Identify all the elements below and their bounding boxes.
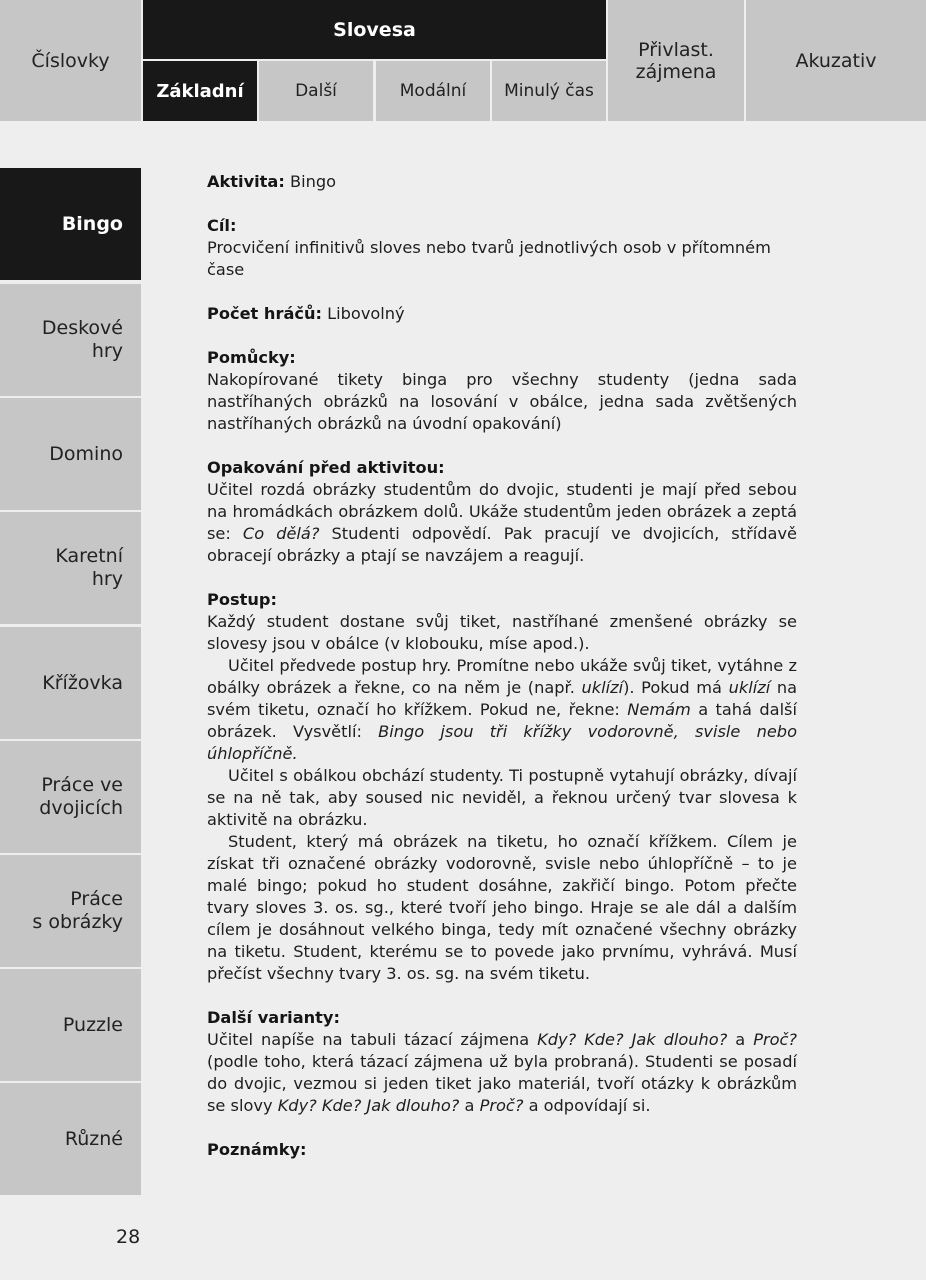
pocet-hracu-label: Počet hráčů: — [207, 304, 322, 323]
varianty-e: (podle toho, která tázací zájmena už byla probraná). Studenti se posadí do dvojic, vezmou si jeden tiket jako materiál, tvoří otázky k obrázkům se slovy — [207, 1052, 797, 1115]
postup-p2-h: Bingo jsou tři křížky vodorovně, svisle nebo úhlopříčně. — [207, 722, 797, 763]
sidebar-obrazky-line2: s obrázky — [32, 911, 123, 933]
varianty-b: Kdy? Kde? Jak dlouho? — [537, 1030, 728, 1049]
postup-paragraph-1: Každý student dostane svůj tiket, nastříhané zmenšené obrázky se slovesy jsou v obálce (v klobouku, míse apod.). — [207, 612, 797, 653]
sidebar-item-prace-s-obrazky-label — [32, 888, 123, 934]
sidebar-item-karetni-hry-label — [55, 545, 123, 591]
sidebar-item-prace-ve-dvojicich-label — [39, 774, 123, 820]
postup-p2-f: Nemám — [627, 700, 691, 719]
sidebar-item-krizovka-label: Křížovka — [42, 671, 123, 694]
aktivita-value: Bingo — [289, 172, 337, 191]
varianty-g: a — [459, 1096, 480, 1115]
cil-text: Procvičení infinitivů sloves nebo tvarů jednotlivých osob v přítomném čase — [207, 238, 771, 279]
postup-p2-a: Učitel předvede postup hry. Promítne nebo ukáže svůj tiket, vytáhne z obálky obrázek a řekne, co na něm je (např. — [207, 656, 797, 697]
postup-paragraph-2 — [207, 655, 797, 765]
dalsi-varianty-label: Další varianty: — [207, 1008, 340, 1027]
subtab-dalsi-label: Další — [295, 81, 337, 101]
subtab-zakladni-label: Základní — [156, 80, 244, 102]
varianty-i: a odpovídají si. — [523, 1096, 651, 1115]
sidebar-item-deskove-hry-label — [42, 317, 123, 363]
section-pomucky — [207, 347, 797, 435]
sidebar-item-deskove-hry[interactable] — [0, 284, 141, 396]
tab-group-slovesa — [143, 0, 606, 59]
cil-label: Cíl: — [207, 216, 237, 235]
activity-description — [207, 171, 797, 1161]
subtab-dalsi[interactable] — [259, 61, 373, 121]
sidebar-item-puzzle[interactable] — [0, 969, 141, 1081]
opakovani-text-question: Co dělá? — [242, 524, 320, 543]
tab-privlast-line1: Přivlast. — [638, 38, 714, 61]
sidebar-deskove-line1: Deskové — [41, 317, 123, 339]
sidebar-item-ruzne[interactable] — [0, 1083, 141, 1195]
sidebar-item-domino[interactable] — [0, 398, 141, 510]
aktivita-label: Aktivita: — [207, 172, 285, 191]
postup-paragraph-4: Student, který má obrázek na tiketu, ho označí křížkem. Cílem je získat tři označené obrázky vodorovně, svisle nebo úhlopříčně – to je malé bingo; pokud ho student dosáhne, zakřičí bingo. Potom přečte tvary sloves 3. os. sg., které tvoří jeho bingo. Hraje se ale dál a dalším cílem je dosáhnout velkého binga, tedy mít označené všechny obrázky na tiketu. Student, kterému se to povede jako prvnímu, vyhrává. Musí přečíst všechny tvary 3. os. sg. na svém tiketu. — [207, 832, 797, 983]
sidebar-item-puzzle-label: Puzzle — [62, 1013, 123, 1036]
sidebar-item-prace-s-obrazky[interactable] — [0, 855, 141, 967]
sidebar-karetni-line1: Karetní — [55, 545, 123, 567]
opakovani-text-c: Studenti odpovědí. Pak pracují ve dvojicích, střídavě obracejí obrázky a ptají se navzájem a reagují. — [207, 524, 797, 565]
tab-privlast-zajmena[interactable] — [608, 0, 744, 121]
sidebar-dvojice-line1: Práce ve — [41, 774, 123, 796]
sidebar-karetni-line2: hry — [91, 568, 123, 590]
subtab-modalni-label: Modální — [399, 81, 467, 101]
sidebar-obrazky-line1: Práce — [70, 888, 123, 910]
postup-p2-g: a tahá další obrázek. Vysvětlí: — [207, 700, 797, 741]
tab-slovesa-label: Slovesa — [333, 18, 416, 41]
sidebar-item-prace-ve-dvojicich[interactable] — [0, 741, 141, 853]
section-pocet-hracu — [207, 303, 797, 325]
section-dalsi-varianty — [207, 1007, 797, 1117]
tab-cislovky-label: Číslovky — [31, 49, 110, 72]
section-cil — [207, 215, 797, 281]
page-number: 28 — [116, 1226, 141, 1248]
postup-p2-e: na svém tiketu, označí ho křížkem. Pokud ne, řekne: — [207, 678, 797, 719]
postup-p2-b: uklízí — [581, 678, 624, 697]
dalsi-varianty-text — [207, 1029, 797, 1117]
tab-akuzativ-label: Akuzativ — [795, 49, 877, 72]
postup-label: Postup: — [207, 590, 277, 609]
sidebar-item-domino-label: Domino — [49, 442, 123, 465]
section-opakovani — [207, 457, 797, 567]
sidebar-deskove-line2: hry — [91, 340, 123, 362]
pocet-hracu-value: Libovolný — [327, 304, 405, 323]
opakovani-text — [207, 479, 797, 567]
sidebar-item-krizovka[interactable] — [0, 627, 141, 739]
sidebar-dvojice-line2: dvojicích — [39, 797, 123, 819]
pomucky-text: Nakopírované tikety binga pro všechny studenty (jedna sada nastříhaných obrázků na losování v obálce, jedna sada zvětšených nastříhaných obrázků na úvodní opakování) — [207, 370, 797, 433]
opakovani-text-a: Učitel rozdá obrázky studentům do dvojic, studenti je mají před sebou na hromádkách obrázkem dolů. Ukáže studentům jeden obrázek a zeptá se: — [207, 480, 797, 543]
subtab-modalni[interactable] — [376, 61, 490, 121]
sidebar-item-ruzne-label: Různé — [64, 1127, 123, 1150]
opakovani-label: Opakování před aktivitou: — [207, 458, 445, 477]
varianty-c: a — [727, 1030, 754, 1049]
varianty-f: Kdy? Kde? Jak dlouho? — [277, 1096, 460, 1115]
tab-cislovky[interactable] — [0, 0, 141, 121]
section-aktivita — [207, 171, 797, 193]
tab-privlast-zajmena-label — [636, 39, 717, 83]
section-poznamky — [207, 1139, 797, 1161]
sidebar-item-bingo[interactable] — [0, 168, 141, 280]
subtab-minuly-cas-label: Minulý čas — [504, 81, 594, 101]
subtab-minuly-cas[interactable] — [492, 61, 606, 121]
varianty-d: Proč? — [753, 1030, 797, 1049]
poznamky-label: Poznámky: — [207, 1140, 307, 1159]
varianty-h: Proč? — [479, 1096, 524, 1115]
tab-privlast-line2: zájmena — [635, 60, 717, 83]
postup-p2-d: uklízí — [728, 678, 771, 697]
pomucky-label: Pomůcky: — [207, 348, 296, 367]
section-postup — [207, 589, 797, 985]
postup-paragraph-3: Učitel s obálkou obchází studenty. Ti postupně vytahují obrázky, dívají se na ně tak, aby soused nic neviděl, a řeknou určený tvar slovesa k aktivitě na obrázku. — [207, 766, 797, 829]
varianty-a: Učitel napíše na tabuli tázací zájmena — [207, 1030, 538, 1049]
tab-akuzativ[interactable] — [746, 0, 926, 121]
sidebar-item-karetni-hry[interactable] — [0, 512, 141, 624]
postup-p2-c: ). Pokud má — [623, 678, 729, 697]
sidebar-item-bingo-label: Bingo — [61, 212, 123, 235]
subtab-zakladni[interactable] — [143, 61, 257, 121]
